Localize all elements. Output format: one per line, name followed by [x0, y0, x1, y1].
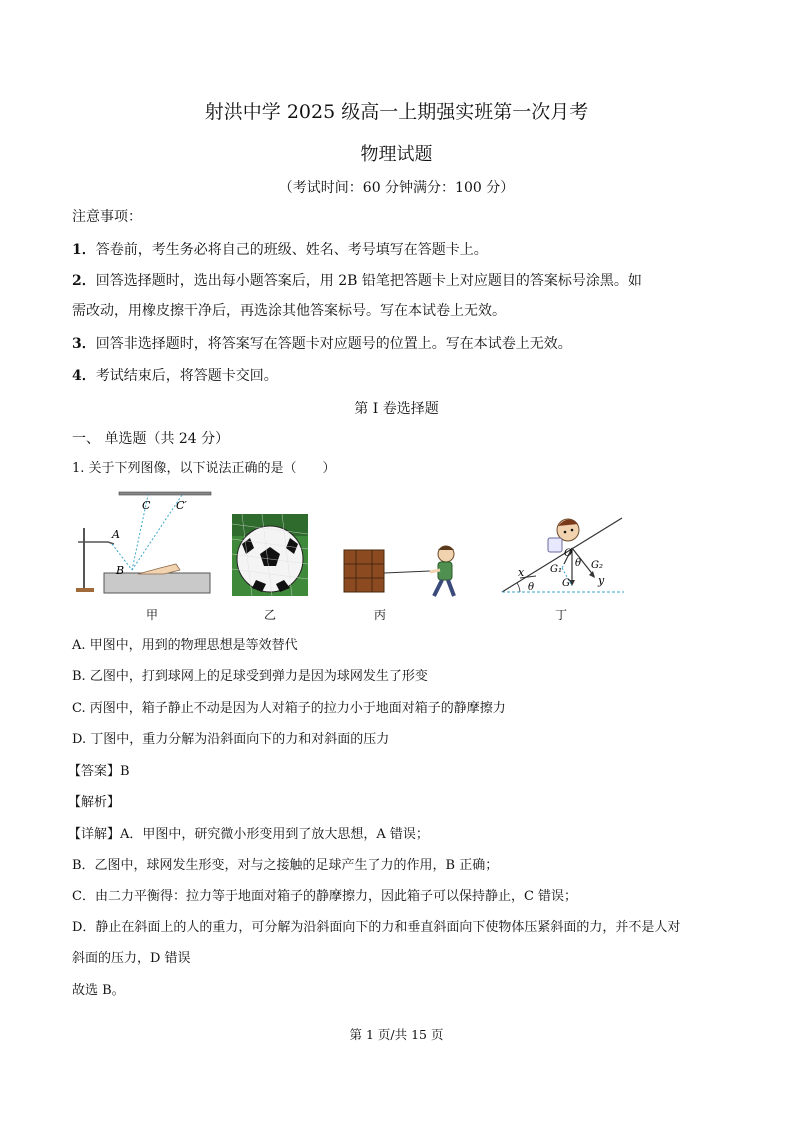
subject-title: 物理试题 — [360, 144, 433, 165]
figure-ding — [500, 508, 626, 596]
label-b: B — [116, 564, 125, 577]
caption-bing: 丙 — [374, 608, 387, 622]
label-c: C — [142, 499, 151, 512]
detail-line-3: C．由二力平衡得：拉力等于地面对箱子的静摩擦力，因此箱子可以保持静止，C 错误； — [72, 889, 578, 904]
part-title: 一、 单选题（共 24 分） — [72, 431, 230, 447]
caption-jia: 甲 — [146, 608, 159, 622]
exam-title: 射洪中学 2025 级高一上期强实班第一次月考 — [204, 101, 589, 123]
option-d: D. 丁图中，重力分解为沿斜面向下的力和对斜面的压力 — [72, 732, 390, 747]
label-o: O — [564, 548, 573, 559]
figure-jia — [72, 488, 217, 600]
option-a: A. 甲图中，用到的物理思想是等效替代 — [72, 638, 298, 653]
answer: 【答案】B — [68, 764, 130, 779]
label-g1: G₁ — [550, 564, 562, 575]
label-c-prime: C′ — [176, 499, 187, 512]
conclusion: 故选 B。 — [72, 983, 125, 998]
caption-ding: 丁 — [555, 608, 568, 622]
exam-info: （考试时间：60 分钟满分：100 分） — [278, 180, 515, 196]
page-footer: 第 1 页/共 15 页 — [349, 1027, 444, 1042]
label-x: x — [518, 566, 525, 579]
notice-item-2-cont: 需改动，用橡皮擦干净后，再选涂其他答案标号。写在本试卷上无效。 — [72, 303, 506, 319]
label-a: A — [112, 528, 120, 541]
label-g: G — [562, 578, 570, 589]
label-theta-2: θ — [575, 558, 582, 569]
analysis-label: 【解析】 — [68, 795, 121, 810]
detail-line-1: 【详解】A．甲图中，研究微小形变用到了放大思想，A 错误； — [68, 827, 429, 842]
label-y: y — [598, 574, 605, 587]
section-title: 第 I 卷选择题 — [354, 401, 439, 417]
label-theta-1: θ — [528, 582, 535, 593]
notice-item-1: 1．答卷前，考生务必将自己的班级、姓名、考号填写在答题卡上。 — [72, 242, 488, 258]
detail-line-2: B．乙图中，球网发生形变，对与之接触的足球产生了力的作用，B 正确； — [72, 858, 499, 873]
label-g2: G₂ — [591, 560, 603, 571]
notice-item-4: 4．考试结束后，将答题卡交回。 — [72, 368, 278, 384]
detail-line-4: D．静止在斜面上的人的重力，可分解为沿斜面向下的力和垂直斜面向下使物体压紧斜面的力，并不是人对 — [72, 920, 681, 935]
figure-yi — [232, 514, 308, 596]
option-c: C. 丙图中，箱子静止不动是因为人对箱子的拉力小于地面对箱子的静摩擦力 — [72, 701, 506, 716]
notice-item-2: 2．回答选择题时，选出每小题答案后，用 2B 铅笔把答题卡上对应题目的答案标号涂黑。如 — [72, 273, 642, 289]
caption-yi: 乙 — [264, 608, 277, 622]
notice-heading: 注意事项： — [72, 209, 142, 225]
figure-bing — [338, 540, 462, 602]
option-b: B. 乙图中，打到球网上的足球受到弹力是因为球网发生了形变 — [72, 669, 428, 684]
notice-item-3: 3．回答非选择题时，将答案写在答题卡对应题号的位置上。写在本试卷上无效。 — [72, 336, 572, 352]
detail-line-5: 斜面的压力，D 错误 — [72, 951, 191, 966]
question-stem: 1. 关于下列图像，以下说法正确的是（ ） — [72, 461, 336, 476]
